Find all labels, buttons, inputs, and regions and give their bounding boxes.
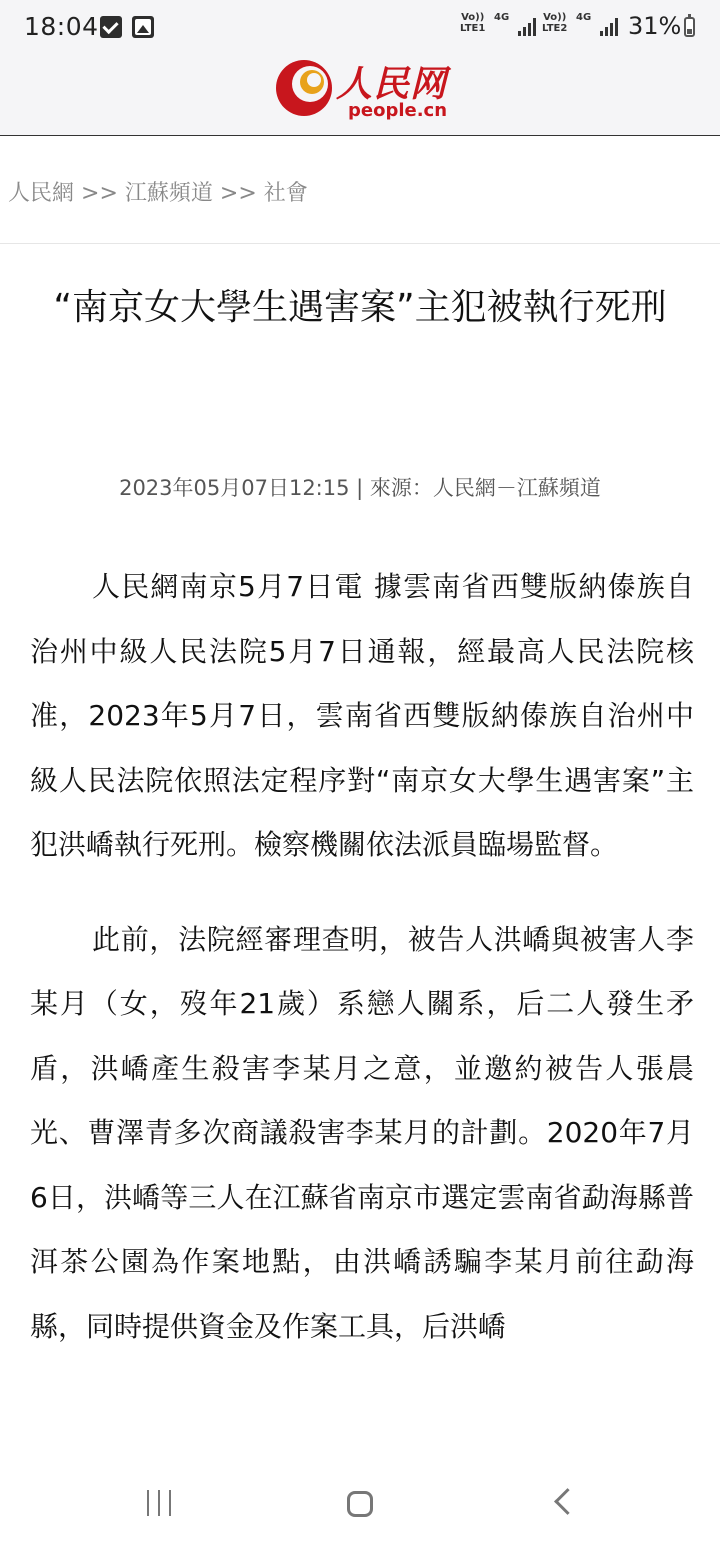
sim2-network: 4G — [576, 12, 592, 23]
article-paragraph: 此前，法院經審理查明，被告人洪嶠與被害人李某月（女，歿年21歲）系戀人關系，后二人發生矛盾，洪嶠產生殺害李某月之意，並邀約被告人張晨光、曹澤青多次商議殺害李某月的計劃。2020年7月6日，洪嶠等三人在江蘇省南京市選定雲南省勐海縣普洱茶公園為作案地點，由洪嶠誘騙李某月前往勐海縣，同時提供資金及作案工具，后洪嶠 — [30, 922, 694, 1343]
battery-icon — [684, 17, 695, 37]
logo-cn-text: 人民网 — [336, 63, 448, 105]
status-time: 18:04 — [24, 12, 99, 41]
sim1-label: Vo)) LTE1 — [460, 12, 486, 34]
article-paragraph: 人民網南京5月7日電 據雲南省西雙版納傣族自治州中級人民法院5月7日通報，經最高人民法院核准，2023年5月7日，雲南省西雙版納傣族自治州中級人民法院依照法定程序對“南京女大學生遇害案”主犯洪嶠執行死刑。檢察機關依法派員臨場監督。 — [30, 570, 694, 861]
sim1-network: 4G — [494, 12, 510, 23]
battery-percent: 31% — [628, 12, 682, 40]
breadcrumb-item-section[interactable]: 社會 — [263, 181, 308, 206]
article-title: “南京女大學生遇害案”主犯被執行死刑 — [53, 287, 667, 328]
system-nav-bar — [0, 1450, 720, 1544]
logo-swirl-icon — [272, 56, 336, 120]
article-body — [30, 555, 694, 1389]
logo-en-text: people.cn — [348, 100, 448, 121]
breadcrumb-separator: >> — [219, 181, 257, 206]
signal-icon — [518, 18, 536, 36]
check-notification-icon — [100, 16, 122, 38]
breadcrumb-item-channel[interactable]: 江蘇頻道 — [124, 181, 213, 206]
divider — [0, 243, 720, 244]
image-notification-icon — [132, 16, 154, 38]
back-icon[interactable] — [554, 1488, 581, 1515]
site-logo[interactable] — [272, 54, 448, 126]
sim2-label: Vo)) LTE2 — [542, 12, 568, 34]
breadcrumb-item-home[interactable]: 人民網 — [8, 181, 75, 206]
article-meta: 2023年05月07日12:15 | 來源：人民網－江蘇頻道 — [119, 476, 601, 500]
breadcrumb-separator: >> — [81, 181, 118, 206]
home-icon[interactable] — [347, 1491, 373, 1517]
signal-icon — [600, 18, 618, 36]
recents-icon[interactable] — [146, 1490, 172, 1516]
breadcrumb — [8, 176, 308, 207]
